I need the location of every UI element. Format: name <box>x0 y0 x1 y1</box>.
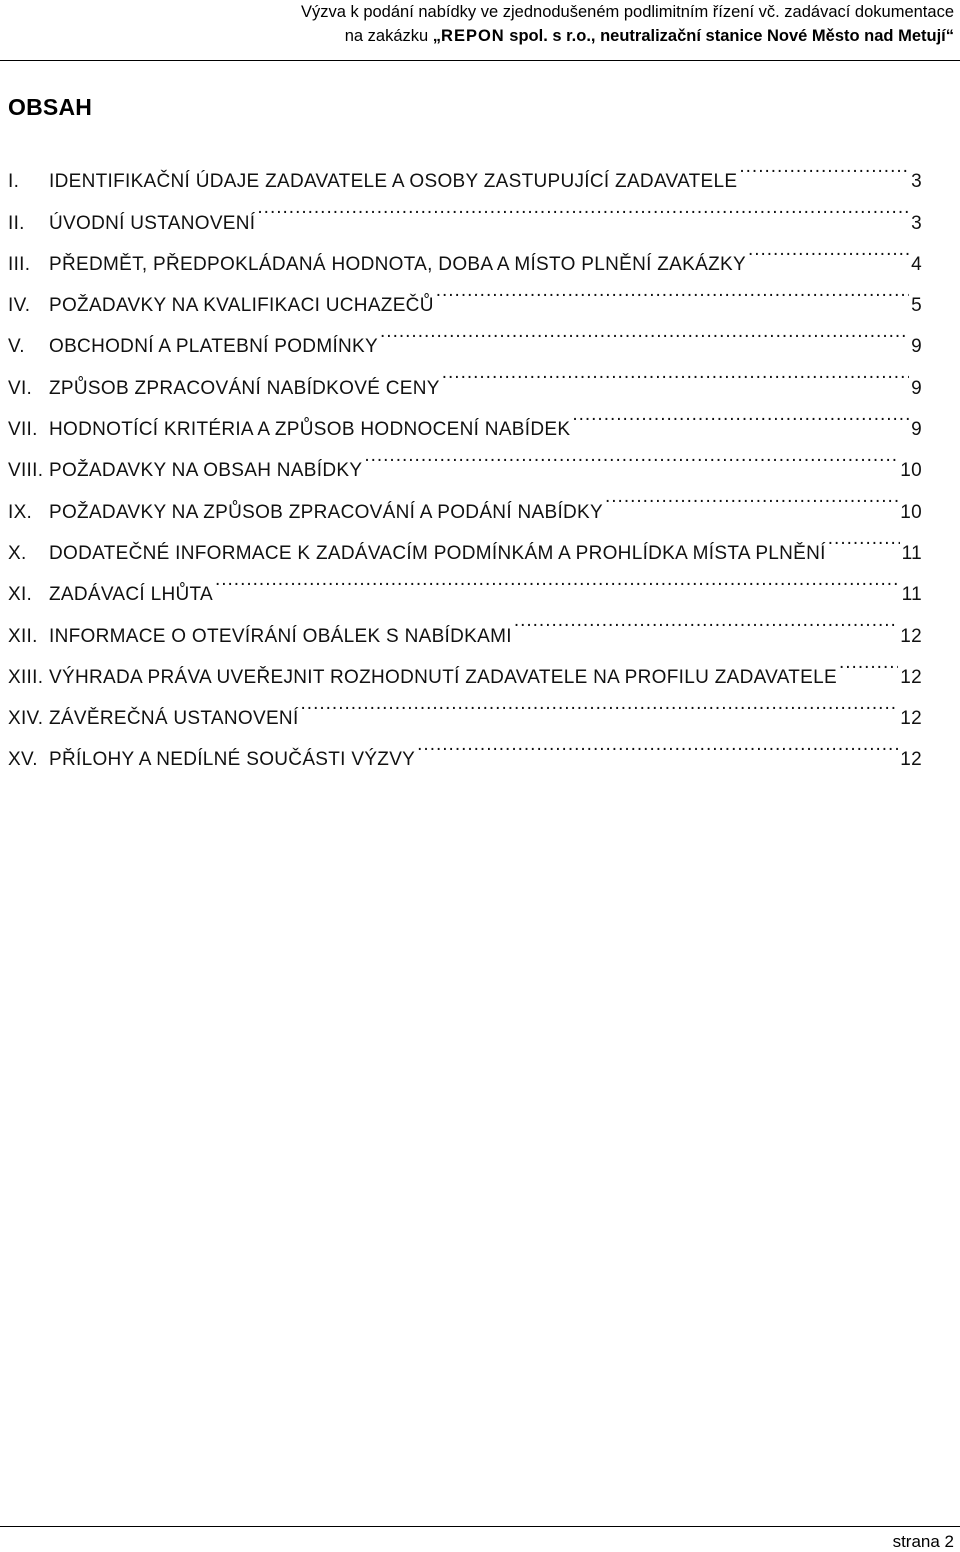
toc-entry-label: DODATEČNÉ INFORMACE K ZADÁVACÍM PODMÍNKÁM A PROHLÍDKA MÍSTA PLNĚNÍ <box>49 542 826 564</box>
toc-entry-number: XIII. <box>8 666 44 688</box>
toc-entry-label: POŽADAVKY NA KVALIFIKACI UCHAZEČŮ <box>49 295 434 317</box>
toc-dot-leader <box>839 642 898 683</box>
toc-dot-leader <box>442 352 909 393</box>
toc-entry-page: 12 <box>900 749 922 771</box>
toc-entry-number: VII. <box>8 419 38 441</box>
toc-entry-number: XI. <box>8 584 33 606</box>
page-number: strana 2 <box>892 1532 954 1551</box>
toc-entry-page: 10 <box>900 501 922 523</box>
header-document-title: Výzva k podání nabídky ve zjednodušeném podlimitním řízení vč. zadávací dokumentace <box>300 3 954 21</box>
toc-entry-label: PŘÍLOHY A NEDÍLNÉ SOUČÁSTI VÝZVY <box>49 749 416 771</box>
toc-entry-label: ZÁVĚREČNÁ USTANOVENÍ <box>49 708 299 730</box>
page-header <box>0 0 960 61</box>
toc-entry-label: ÚVODNÍ USTANOVENÍ <box>49 212 256 234</box>
toc-entry-number: XII. <box>8 625 38 647</box>
toc-entry-page: 12 <box>900 625 922 647</box>
toc-entry-number: VIII. <box>8 460 44 482</box>
header-contract-subject: spol. s r.o., neutralizační stanice Nové Město nad Metují <box>504 27 946 45</box>
toc-dot-leader <box>514 600 898 641</box>
toc-dot-leader <box>748 229 909 270</box>
toc-entry-number: X. <box>8 542 27 564</box>
toc-dot-leader <box>605 476 898 517</box>
header-company-name: REPON <box>441 27 505 45</box>
toc-entry-page: 4 <box>911 253 922 275</box>
header-contract-prefix: na zakázku <box>344 27 433 45</box>
toc-entry-page: 11 <box>901 542 922 564</box>
toc-entry-label: ZADÁVACÍ LHŮTA <box>49 584 213 606</box>
toc-entry-page: 9 <box>911 336 922 358</box>
toc-entry-number: V. <box>8 336 25 358</box>
toc-entry-number: III. <box>8 253 31 275</box>
toc-entry-page: 3 <box>911 171 922 193</box>
toc-entry-page: 12 <box>900 708 922 730</box>
toc-entry-label: IDENTIFIKAČNÍ ÚDAJE ZADAVATELE A OSOBY ZASTUPUJÍCÍ ZADAVATELE <box>49 171 738 193</box>
toc-entry-label: ZPŮSOB ZPRACOVÁNÍ NABÍDKOVÉ CENY <box>49 377 440 399</box>
toc-title: OBSAH <box>8 94 93 120</box>
toc-entry-number: IV. <box>8 295 31 317</box>
toc-entry-label: OBCHODNÍ A PLATEBNÍ PODMÍNKY <box>49 336 379 358</box>
header-open-quote: „ <box>432 27 442 45</box>
toc-entry[interactable] <box>8 146 922 193</box>
header-contract-name <box>345 26 954 46</box>
toc-entry-page: 11 <box>901 584 922 606</box>
toc-entry-label: PŘEDMĚT, PŘEDPOKLÁDANÁ HODNOTA, DOBA A MÍSTO PLNĚNÍ ZAKÁZKY <box>49 253 746 275</box>
toc-entry-page: 9 <box>911 419 922 441</box>
toc-dot-leader <box>257 187 909 228</box>
toc-dot-leader <box>380 311 909 352</box>
toc-dot-leader <box>436 270 909 311</box>
toc-entry-page: 10 <box>900 460 922 482</box>
toc-entry-number: I. <box>8 171 20 193</box>
toc-entry-page: 9 <box>911 377 922 399</box>
header-close-quote: “ <box>945 27 954 45</box>
toc-dot-leader <box>572 394 909 435</box>
toc-dot-leader <box>364 435 898 476</box>
toc-entry-label: POŽADAVKY NA ZPŮSOB ZPRACOVÁNÍ A PODÁNÍ NABÍDKY <box>49 501 603 523</box>
toc-entry-label: POŽADAVKY NA OBSAH NABÍDKY <box>49 460 363 482</box>
table-of-contents <box>8 146 922 771</box>
toc-entry-page: 3 <box>911 212 922 234</box>
toc-entry-number: II. <box>8 212 25 234</box>
toc-dot-leader <box>417 724 898 765</box>
toc-entry-label: INFORMACE O OTEVÍRÁNÍ OBÁLEK S NABÍDKAMI <box>49 625 512 647</box>
toc-entry-number: XIV. <box>8 708 44 730</box>
toc-dot-leader <box>215 559 900 600</box>
page-footer <box>0 1526 960 1549</box>
toc-dot-leader <box>739 146 909 187</box>
toc-dot-leader <box>301 683 899 724</box>
toc-entry-page: 12 <box>900 666 922 688</box>
toc-entry-page: 5 <box>911 295 922 317</box>
toc-dot-leader <box>828 518 900 559</box>
toc-entry-label: HODNOTÍCÍ KRITÉRIA A ZPŮSOB HODNOCENÍ NABÍDEK <box>49 419 571 441</box>
toc-entry-number: IX. <box>8 501 33 523</box>
toc-entry-number: XV. <box>8 749 38 771</box>
toc-entry-label: VÝHRADA PRÁVA UVEŘEJNIT ROZHODNUTÍ ZADAVATELE NA PROFILU ZADAVATELE <box>49 666 837 688</box>
toc-entry-number: VI. <box>8 377 33 399</box>
